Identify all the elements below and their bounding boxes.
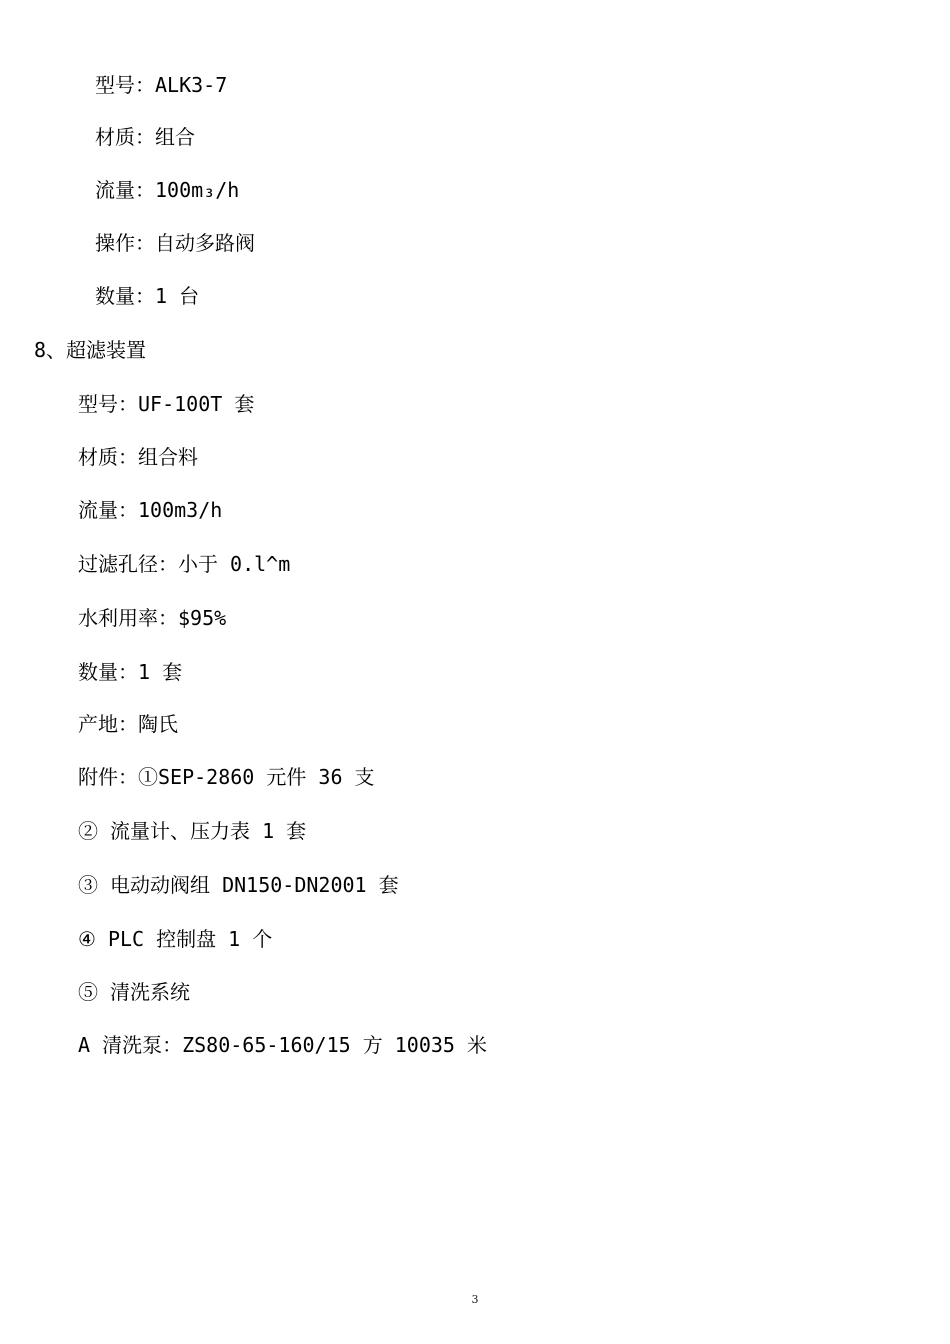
prev-quantity-line: 数量：1 台 bbox=[95, 284, 200, 308]
prev-flow-line: 流量：100m₃/h bbox=[95, 178, 240, 202]
quantity-line: 数量：1 套 bbox=[78, 660, 183, 684]
accessory-line: 附件：①SEP-2860 元件 36 支 bbox=[78, 765, 375, 789]
page-number: 3 bbox=[471, 1293, 479, 1306]
prev-operation-line: 操作：自动多路阀 bbox=[95, 231, 255, 255]
accessory-line: ② 流量计、压力表 1 套 bbox=[78, 819, 307, 843]
accessory-line: ⑤ 清洗系统 bbox=[78, 980, 191, 1004]
prev-model-line: 型号：ALK3-7 bbox=[95, 73, 228, 97]
pore-size-line: 过滤孔径：小于 0.l^m bbox=[78, 552, 291, 576]
origin-line: 产地：陶氏 bbox=[78, 712, 178, 736]
flow-line: 流量：100m3/h bbox=[78, 498, 223, 522]
water-utilization-line: 水利用率：$95% bbox=[78, 606, 227, 630]
material-line: 材质：组合料 bbox=[78, 445, 198, 469]
accessory-line: ④ PLC 控制盘 1 个 bbox=[78, 927, 273, 951]
model-line: 型号：UF-100T 套 bbox=[78, 392, 255, 416]
prev-material-line: 材质：组合 bbox=[95, 125, 195, 149]
accessory-line: ③ 电动动阀组 DN150-DN2001 套 bbox=[78, 873, 399, 897]
section-heading: 8、超滤装置 bbox=[34, 338, 147, 362]
cleaning-pump-line: A 清洗泵：ZS80-65-160/15 方 10035 米 bbox=[78, 1033, 487, 1057]
